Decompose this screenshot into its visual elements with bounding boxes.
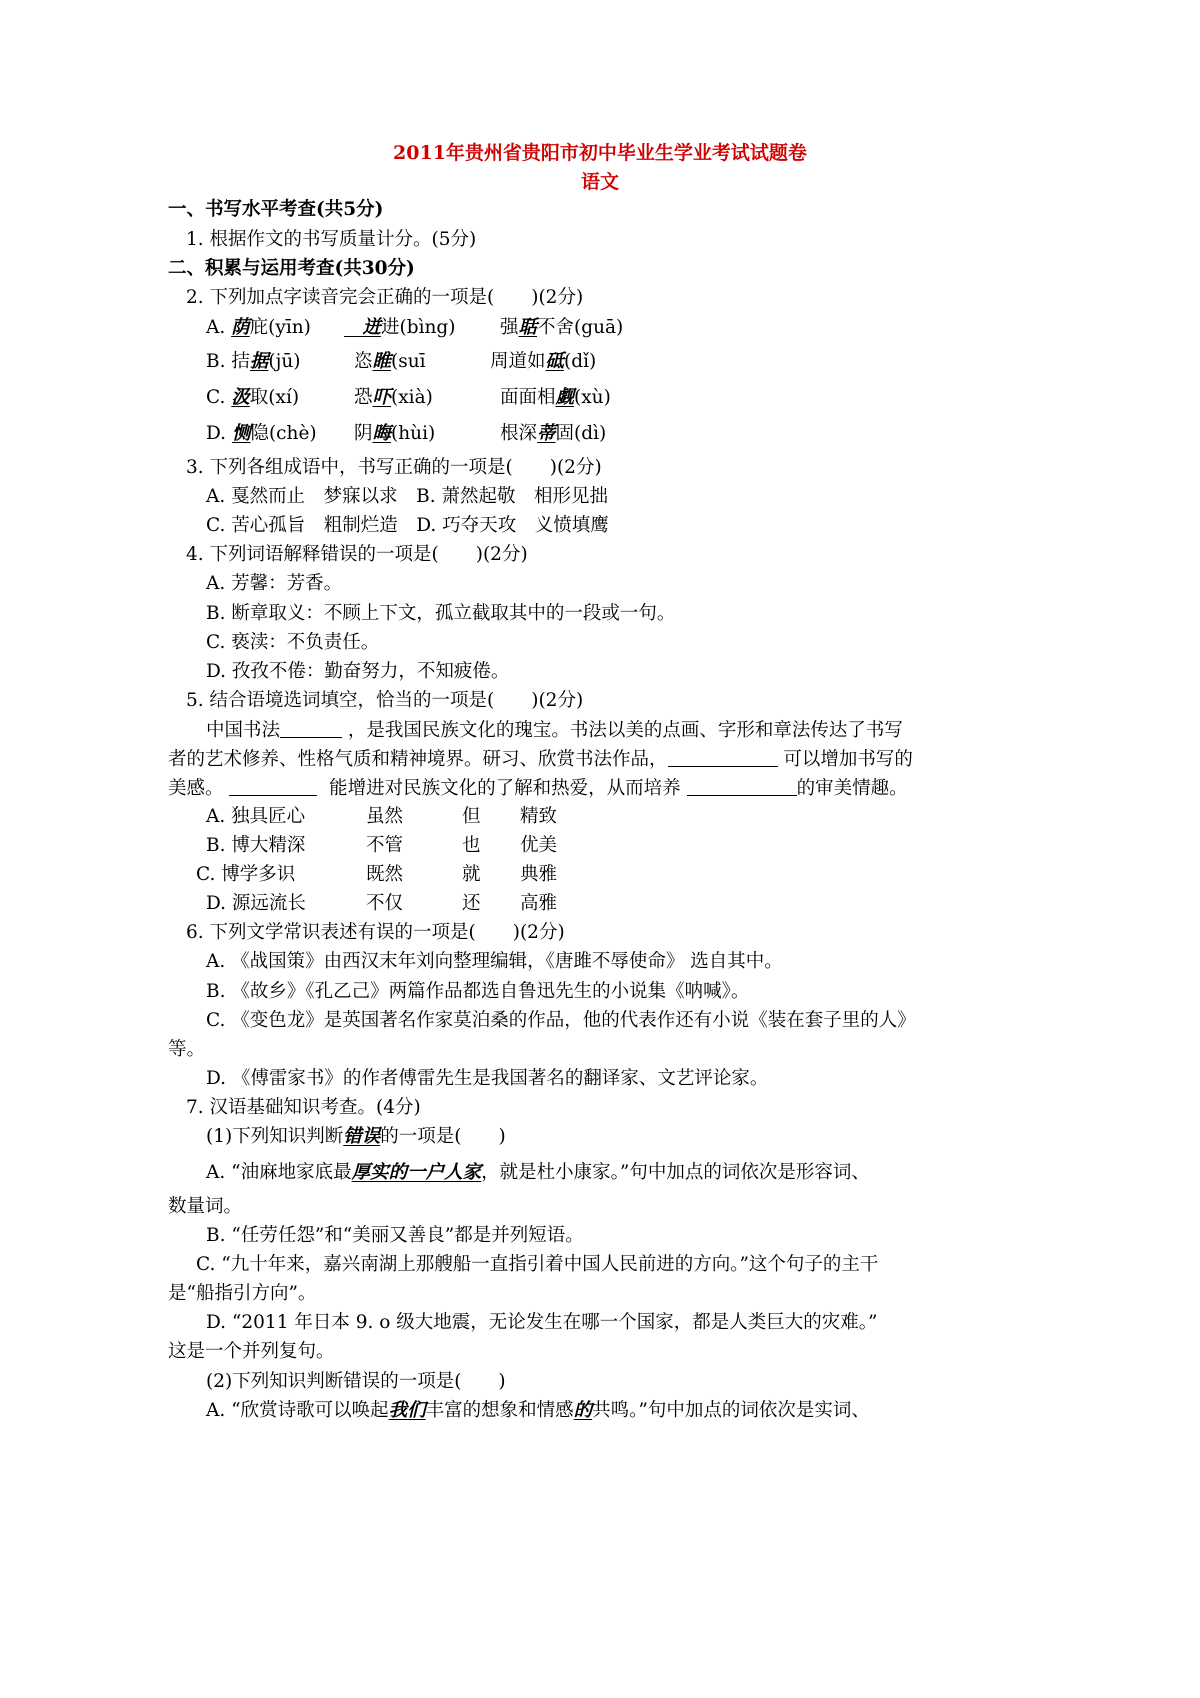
q4-option-c: C. 亵渎：不负责任。 xyxy=(206,632,380,653)
section-heading-accumulation: 二、积累与运用考查(共30分) xyxy=(168,258,415,279)
q7-sub1-option-c-cont: 是“船指引方向”。 xyxy=(168,1283,317,1304)
q4-option-b: B. 断章取义：不顾上下文，孤立截取其中的一段或一句。 xyxy=(206,603,676,624)
q7-sub1-option-d-cont: 这是一个并列复句。 xyxy=(168,1341,335,1362)
q5-option-d-w1: 不仅 xyxy=(366,893,404,914)
question-6-stem: 6. 下列文学常识表述有误的一项是( )(2分) xyxy=(186,922,565,943)
q4-option-d: D. 孜孜不倦：勤奋努力，不知疲倦。 xyxy=(206,661,510,682)
question-1: 1. 根据作文的书写质量计分。(5分) xyxy=(186,229,477,250)
q2-option-c-word2: 恐吓(xià) xyxy=(354,387,433,408)
q2-option-a: A. 荫庇(yīn) xyxy=(206,317,311,338)
q5-option-b-w1: 不管 xyxy=(366,835,404,856)
q6-option-a: A. 《战国策》由西汉末年刘向整理编辑，《唐雎不辱使命》 选自其中。 xyxy=(206,951,783,972)
q5-option-c: C. 博学多识 xyxy=(196,864,296,885)
q3-options-cd: C. 苦心孤旨 粗制烂造 D. 巧夺天攻 义愤填鹰 xyxy=(206,515,609,536)
q5-option-b: B. 博大精深 xyxy=(206,835,306,856)
q5-option-a-w1: 虽然 xyxy=(366,806,404,827)
q5-option-d: D. 源远流长 xyxy=(206,893,306,914)
q7-sub1-option-a: A. “油麻地家底最厚实的一户人家，就是杜小康家。”句中加点的词依次是形容词、 xyxy=(206,1162,870,1183)
q7-sub1-option-a-cont: 数量词。 xyxy=(168,1196,243,1217)
q2-option-c: C. 汲取(xí) xyxy=(206,387,300,408)
question-3-stem: 3. 下列各组成语中，书写正确的一项是( )(2分) xyxy=(186,457,602,478)
question-4-stem: 4. 下列词语解释错误的一项是( )(2分) xyxy=(186,544,528,565)
q7-sub1-option-d: D. “2011 年日本 9. o 级大地震，无论发生在哪一个国家，都是人类巨大的灾难。” xyxy=(206,1312,878,1333)
q5-option-a-w2: 但 xyxy=(462,806,481,827)
q5-option-b-w3: 优美 xyxy=(520,835,558,856)
q7-sub1-stem: (1)下列知识判断错误的一项是( ) xyxy=(206,1126,506,1147)
exam-title: 2011年贵州省贵阳市初中毕业生学业考试试题卷 xyxy=(393,142,807,164)
q7-sub2-stem: (2)下列知识判断错误的一项是( ) xyxy=(206,1371,506,1392)
q7-sub2-option-a: A. “欣赏诗歌可以唤起我们丰富的想象和情感的共鸣。”句中加点的词依次是实词、 xyxy=(206,1400,870,1421)
q5-option-b-w2: 也 xyxy=(462,835,481,856)
question-5-stem: 5. 结合语境选词填空，恰当的一项是( )(2分) xyxy=(186,690,584,711)
q5-passage-line3: 美感。 能增进对民族文化的了解和热爱，从而培养 的审美情趣。 xyxy=(168,778,908,799)
q2-option-b-word2: 恣睢(suī xyxy=(354,351,426,372)
q5-option-c-w2: 就 xyxy=(462,864,481,885)
q5-passage-line2: 者的艺术修养、性格气质和精神境界。研习、欣赏书法作品， 可以增加书写的 xyxy=(168,749,913,770)
q2-option-d-word2: 阴晦(hùi) xyxy=(354,423,436,444)
q2-option-b: B. 拮据(jū) xyxy=(206,351,301,372)
q7-sub1-option-c: C. “九十年来，嘉兴南湖上那艘船一直指引着中国人民前进的方向。”这个句子的主干 xyxy=(196,1254,879,1275)
q5-option-c-w1: 既然 xyxy=(366,864,404,885)
section-heading-writing: 一、书写水平考查(共5分) xyxy=(168,199,384,220)
q5-option-a: A. 独具匠心 xyxy=(206,806,306,827)
q2-option-a-word3: 强聒不舍(guā) xyxy=(500,317,624,338)
q2-option-b-word3: 周道如砥(dǐ) xyxy=(490,351,597,372)
q7-sub1-option-b: B. “任劳任怨”和“美丽又善良”都是并列短语。 xyxy=(206,1225,584,1246)
q5-option-a-w3: 精致 xyxy=(520,806,558,827)
q2-option-d: D. 恻隐(chè) xyxy=(206,423,317,444)
q2-option-d-word3: 根深蒂固(dì) xyxy=(500,423,607,444)
q5-option-d-w2: 还 xyxy=(462,893,481,914)
q3-options-ab: A. 戛然而止 梦寐以求 B. 萧然起敬 相形见拙 xyxy=(206,486,608,507)
question-2-stem: 2. 下列加点字读音完会正确的一项是( )(2分) xyxy=(186,287,584,308)
q2-option-c-word3: 面面相觑(xù) xyxy=(500,387,611,408)
q5-option-c-w3: 典雅 xyxy=(520,864,558,885)
q6-option-b: B. 《故乡》《孔乙己》两篇作品都选自鲁迅先生的小说集《呐喊》。 xyxy=(206,981,750,1002)
q6-option-c-cont: 等。 xyxy=(168,1039,206,1060)
q4-option-a: A. 芳馨：芳香。 xyxy=(206,573,343,594)
q5-option-d-w3: 高雅 xyxy=(520,893,558,914)
exam-subject: 语文 xyxy=(580,171,619,193)
q5-passage-line1: 中国书法 ，是我国民族文化的瑰宝。书法以美的点画、字形和章法传达了书写 xyxy=(206,720,903,741)
q2-option-a-word2: 迸进(bìng) xyxy=(362,317,456,338)
q6-option-c: C. 《变色龙》是英国著名作家莫泊桑的作品，他的代表作还有小说《装在套子里的人》 xyxy=(206,1010,916,1031)
question-7-stem: 7. 汉语基础知识考查。(4分) xyxy=(186,1097,421,1118)
q6-option-d: D. 《傅雷家书》的作者傅雷先生是我国著名的翻译家、文艺评论家。 xyxy=(206,1068,769,1089)
